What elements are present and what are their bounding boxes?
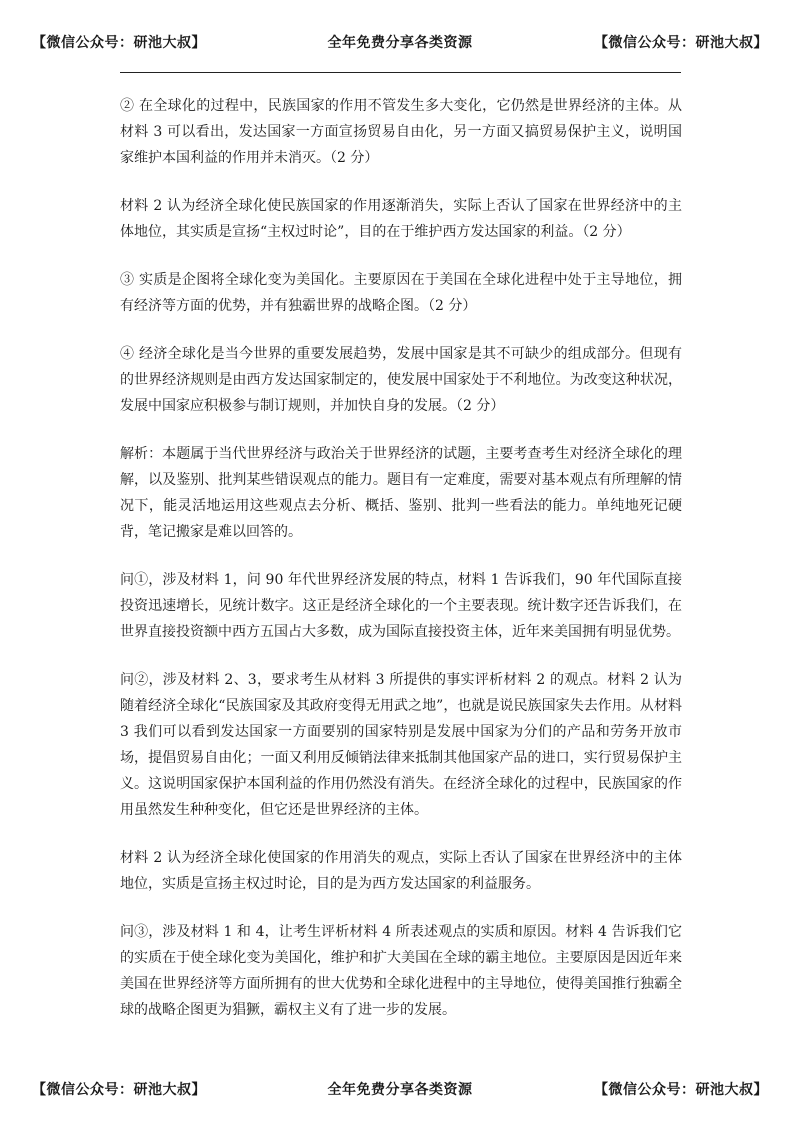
header-center-text: 全年免费分享各类资源: [327, 35, 473, 51]
question-2-explanation: 问②，涉及材料 2、3，要求考生从材料 3 所提供的事实评析材料 2 的观点。材料 2 认为随着经济全球化“民族国家及其政府变得无用武之地”，也就是说民族国家失去作用。从材料 3 我们可以看到发达国家一方面要别的国家特别是发展中国家为分们的产品和劳务开放市场，提倡贸易自由化；一面又利用反倾销法律来抵制其他国家产品的进口，实行贸易保护主义。这说明国家保护本国利益的作用仍然没有消失。在经济全球化的过程中，民族国家的作用虽然发生种种变化，但它还是世界经济的主体。: [120, 672, 682, 818]
question-2-explanation-continued: 材料 2 认为经济全球化使国家的作用消失的观点，实际上否认了国家在世界经济中的主体地位，实质是宣扬主权过时论，目的是为西方发达国家的利益服务。: [120, 850, 682, 892]
page-footer: [0, 1078, 800, 1102]
document-body: [120, 93, 682, 1045]
header-right-text: 【微信公众号：研池大叔】: [594, 35, 768, 51]
answer-paragraph-4: ④ 经济全球化是当今世界的重要发展趋势，发展中国家是其不可缺少的组成部分。但现有的世界经济规则是由西方发达国家制定的，使发展中国家处于不利地位。为改变这种状况，发展中国家应积极参与制订规则，并加快自身的发展。（2 分）: [120, 346, 682, 414]
footer-left-text: 【微信公众号：研池大叔】: [32, 1082, 206, 1098]
answer-paragraph-2-continued: 材料 2 认为经济全球化使民族国家的作用逐渐消失，实际上否认了国家在世界经济中的主体地位，其实质是宣扬“主权过时论”，目的在于维护西方发达国家的利益。（2 分）: [120, 198, 682, 240]
analysis-paragraph: 解析：本题属于当代世界经济与政治关于世界经济的试题，主要考查考生对经济全球化的理解，以及鉴别、批判某些错误观点的能力。题目有一定难度，需要对基本观点有所理解的情况下，能灵活地运用这些观点去分析、概括、鉴别、批判一些看法的能力。单纯地死记硬背，笔记搬家是难以回答的。: [120, 446, 682, 540]
header-divider: [120, 72, 681, 73]
header-left-text: 【微信公众号：研池大叔】: [32, 35, 206, 51]
page-header: [0, 31, 800, 55]
answer-paragraph-3: ③ 实质是企图将全球化变为美国化。主要原因在于美国在全球化进程中处于主导地位，拥有经济等方面的优势，并有独霸世界的战略企图。（2 分）: [120, 272, 682, 314]
footer-right-text: 【微信公众号：研池大叔】: [594, 1082, 768, 1098]
question-1-explanation: 问①，涉及材料 1，问 90 年代世界经济发展的特点，材料 1 告诉我们，90 年代国际直接投资迅速增长，见统计数字。这正是经济全球化的一个主要表现。统计数字还告诉我们，在世界直接投资额中西方五国占大多数，成为国际直接投资主体，近年来美国拥有明显优势。: [120, 572, 682, 640]
footer-center-text: 全年免费分享各类资源: [327, 1082, 473, 1098]
question-3-explanation: 问③，涉及材料 1 和 4，让考生评析材料 4 所表述观点的实质和原因。材料 4 告诉我们它的实质在于使全球化变为美国化，维护和扩大美国在全球的霸主地位。主要原因是因近年来美国在世界经济等方面所拥有的世大优势和全球化进程中的主导地位，使得美国推行独霸全球的战略企图更为猖獗，霸权主义有了进一步的发展。: [120, 924, 682, 1018]
answer-paragraph-2: ② 在全球化的过程中，民族国家的作用不管发生多大变化，它仍然是世界经济的主体。从材料 3 可以看出，发达国家一方面宣扬贸易自由化，另一方面又搞贸易保护主义，说明国家维护本国利益的作用并未消灭。（2 分）: [120, 98, 682, 166]
